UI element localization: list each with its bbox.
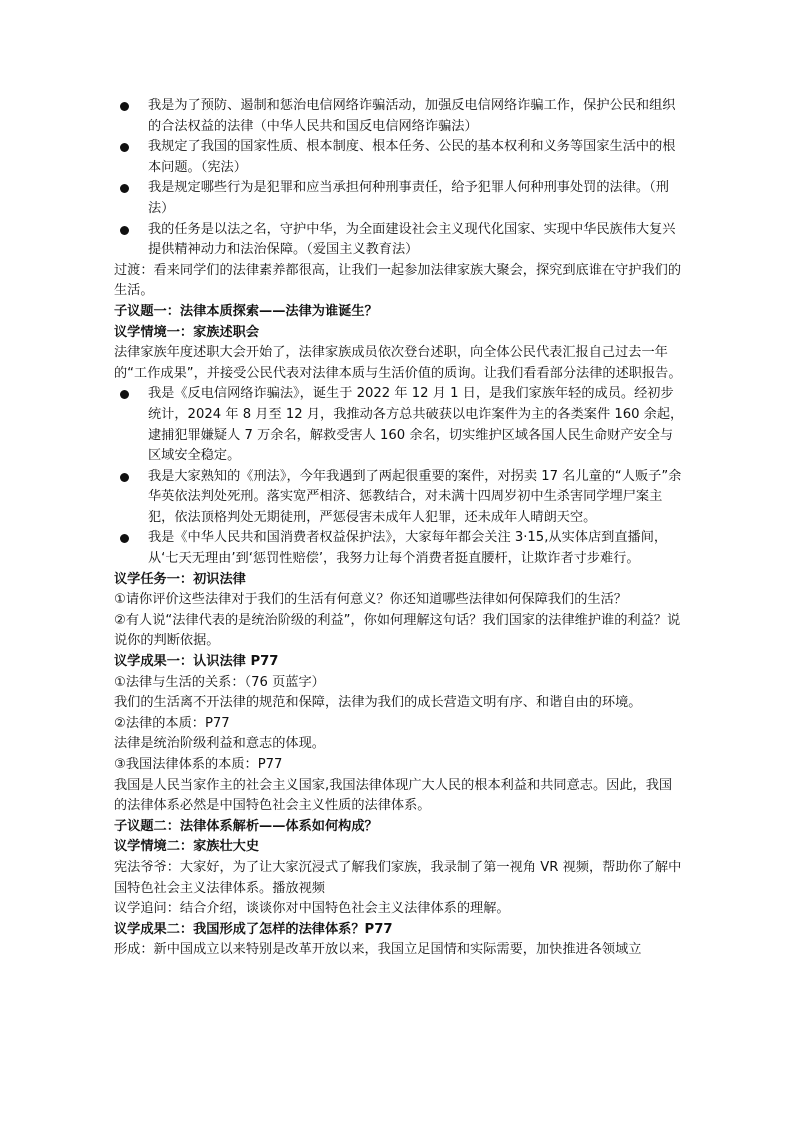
report-bullet [114, 384, 684, 466]
situation-1-heading: 议学情境一：家族述职会 [114, 324, 260, 340]
sub-topic-1-heading: 子议题一：法律本质探索——法律为谁诞生？ [114, 303, 378, 319]
bullet-text: 我是为了预防、遏制和惩治电信网络诈骗活动，加强反电信网络诈骗工作，保护公民和组织的合法权益的法律（中华人民共和国反电信网络诈骗法） [148, 98, 676, 134]
report-bullet [114, 467, 684, 529]
bullet-icon [120, 473, 129, 482]
bullet-icon [120, 226, 129, 235]
bullet-icon [120, 390, 129, 399]
result-1-line: ②法律的本质：P77 [114, 715, 230, 731]
bullet-icon [120, 534, 129, 543]
intro-bullet [114, 178, 684, 219]
transition-text: 过渡：看来同学们的法律素养都很高，让我们一起参加法律家族大聚会，探究到底谁在守护我们的生活。 [114, 262, 682, 299]
bullet-icon [120, 102, 129, 111]
bullet-icon [120, 184, 129, 193]
bullet-text: 我规定了我国的国家性质、根本制度、根本任务、公民的基本权利和义务等国家生活中的根本问题。（宪法） [148, 139, 676, 175]
bullet-text: 我是《中华人民共和国消费者权益保护法》，大家每年都会关注 3·15,从实体店到直播间，从‘七天无理由’到‘惩罚性赔偿’，我努力让每个消费者挺直腰杆，让欺诈者寸步难行。 [148, 530, 668, 567]
result-1-heading: 议学成果一：认识法律 P77 [114, 654, 279, 670]
intro-bullet [114, 137, 684, 178]
result-1-line: 我国是人民当家作主的社会主义国家,我国法律体现广大人民的根本利益和共同意志。因此，我国的法律体系必然是中国特色社会主义性质的法律体系。 [114, 777, 673, 814]
intro-bullet [114, 220, 684, 261]
result-1-line: 我们的生活离不开法律的规范和保障，法律为我们的成长营造文明有序、和谐自由的环境。 [114, 695, 642, 711]
result-1-line: 法律是统治阶级利益和意志的体现。 [114, 736, 325, 752]
result-1-line: ①法律与生活的关系：（76 页蓝字） [114, 674, 325, 690]
bullet-icon [120, 143, 129, 152]
task-1-question: ①请你评价这些法律对于我们的生活有何意义？你还知道哪些法律如何保障我们的生活？ [114, 592, 627, 608]
bullet-text: 我是规定哪些行为是犯罪和应当承担何种刑事责任，给予犯罪人何种刑事处罚的法律。（刑法） [148, 180, 669, 216]
intro-bullet [114, 96, 684, 137]
document-page [114, 96, 684, 961]
situation-2-text: 宪法爷爷：大家好，为了让大家沉浸式了解我们家族，我录制了第一视角 VR 视频，帮助你了解中国特色社会主义法律体系。播放视频 [114, 859, 682, 896]
result-2-text: 形成：新中国成立以来特别是改革开放以来，我国立足国情和实际需要，加快推进各领域立 [114, 942, 642, 958]
situation-2-heading: 议学情境二：家族壮大史 [114, 839, 260, 855]
sub-topic-2-heading: 子议题二：法律体系解析——体系如何构成？ [114, 818, 378, 834]
bullet-text: 我是大家熟知的《刑法》，今年我遇到了两起很重要的案件，对拐卖 17 名儿童的“人贩子”余华英依法判处死刑。落实宽严相济、惩教结合，对未满十四周岁初中生杀害同学埋尸案主犯，依法顶格判处无期徒刑，严惩侵害未成年人犯罪，还未成年人晴朗天空。 [148, 468, 682, 525]
task-1-heading: 议学任务一：初识法律 [114, 571, 246, 587]
bullet-text: 我是《反电信网络诈骗法》，诞生于 2022 年 12 月 1 日，是我们家族年轻的成员。经初步统计，2024 年 8 月至 12 月，我推动各方总共破获以电诈案件为主的各类案件 160 余起，逮捕犯罪嫌疑人 7 万余名，解救受害人 160 余名，切实维护区域各国人民生命财产安全与区域安全稳定。 [148, 386, 684, 464]
situation-1-text: 法律家族年度述职大会开始了，法律家族成员依次登台述职，向全体公民代表汇报自己过去一年的“工作成果”，并接受公民代表对法律本质与生活价值的质询。让我们看看部分法律的述职报告。 [114, 345, 682, 381]
result-1-line: ③我国法律体系的本质：P77 [114, 757, 283, 772]
task-1-question: ②有人说“法律代表的是统治阶级的利益”，你如何理解这句话？我们国家的法律维护谁的利益？说说你的判断依据。 [114, 612, 681, 649]
bullet-text: 我的任务是以法之名，守护中华，为全面建设社会主义现代化国家、实现中华民族伟大复兴提供精神动力和法治保障。（爱国主义教育法） [148, 221, 676, 258]
result-2-heading: 议学成果二：我国形成了怎样的法律体系？P77 [114, 921, 393, 937]
report-bullet [114, 528, 684, 569]
question-2-text: 议学追问：结合介绍，谈谈你对中国特色社会主义法律体系的理解。 [114, 901, 510, 917]
